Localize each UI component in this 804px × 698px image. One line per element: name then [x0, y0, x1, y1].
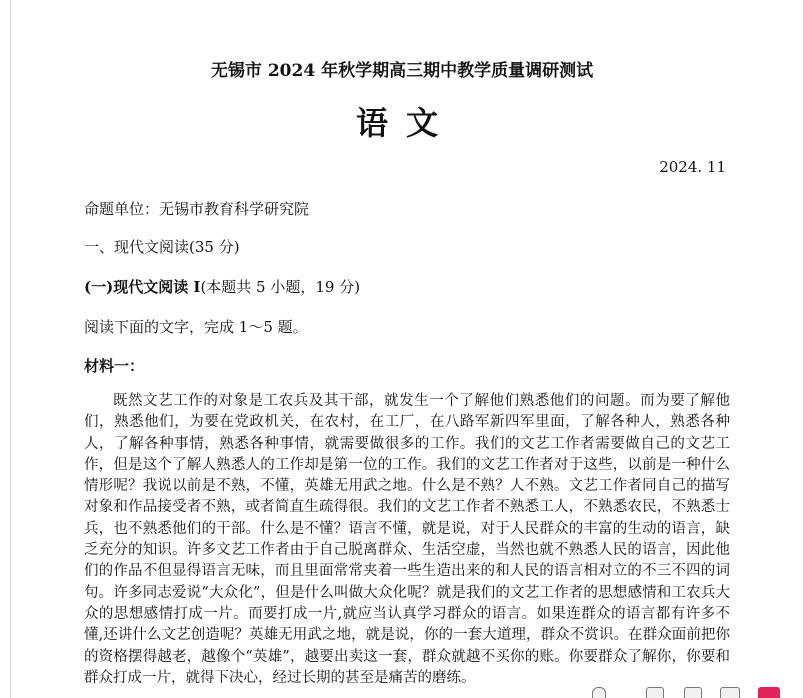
material-body: 既然文艺工作的对象是工农兵及其干部，就发生一个了解他们熟悉他们的问题。而为要了解他们，熟悉他们，为要在党政机关，在农村，在工厂，在八路军新四军里面，了解各种人，熟悉各种人，了解各种事情，熟悉各种事情，就需要做很多的工作。我们的文艺工作者需要做自己的文艺工作，但是这个了解人熟悉人的工作却是第一位的工作。我们的文艺工作者对于这些，以前是一种什么情形呢？我说以前是不熟，不懂，英雄无用武之地。什么是不熟？人不熟。文艺工作者同自己的描写对象和作品接受者不熟，或者简直生疏得很。我们的文艺工作者不熟悉工人，不熟悉农民，不熟悉士兵，也不熟悉他们的干部。什么是不懂？语言不懂，就是说，对于人民群众的丰富的生动的语言，缺乏充分的知识。许多文艺工作者由于自己脱离群众、生活空虚，当然也就不熟悉人民的语言，因此他们的作品不但显得语言无味，而且里面常常夹着一些生造出来的和人民的语言相对立的不三不四的词句。许多同志爱说“大众化”，但是什么叫做大众化呢？就是我们的文艺工作者的思想感情和工农兵大众的思想感情打成一片。而要打成一片,就应当认真学习群众的语言。如果连群众的语言都有许多不懂,还讲什么文艺创造呢？英雄无用武之地，就是说，你的一套大道理，群众不赏识。在群众面前把你的资格摆得越老，越像个“英雄”，越要出卖这一套，群众就越不买你的账。你要群众了解你，你要和群众打成一片，就得下决心，经过长期的甚至是痛苦的磨练。: [84, 393, 730, 686]
subsection-note: (本题共 5 小题，19 分): [200, 278, 361, 296]
app-icon[interactable]: [758, 687, 780, 698]
section-heading: 一、现代文阅读(35 分): [84, 238, 240, 256]
zoom-icon[interactable]: [592, 687, 606, 698]
subject-heading: 语文: [355, 104, 456, 142]
exam-title: 无锡市 2024 年秋学期高三期中教学质量调研测试: [210, 61, 594, 81]
issuer-line: 命题单位：无锡市教育科学研究院: [84, 200, 310, 218]
subsection-heading: [84, 276, 360, 297]
subsection-title: (一)现代文阅读 I: [84, 278, 201, 296]
viewer-toolbar-edge: [560, 684, 804, 698]
material-label: 材料一：: [84, 357, 145, 375]
single-page-view-icon[interactable]: [646, 687, 664, 698]
exam-date: 2024. 11: [659, 158, 726, 176]
page-view-icon[interactable]: [684, 687, 702, 698]
two-page-view-icon[interactable]: [720, 687, 740, 698]
instruction-line: 阅读下面的文字，完成 1～5 题。: [84, 318, 308, 336]
